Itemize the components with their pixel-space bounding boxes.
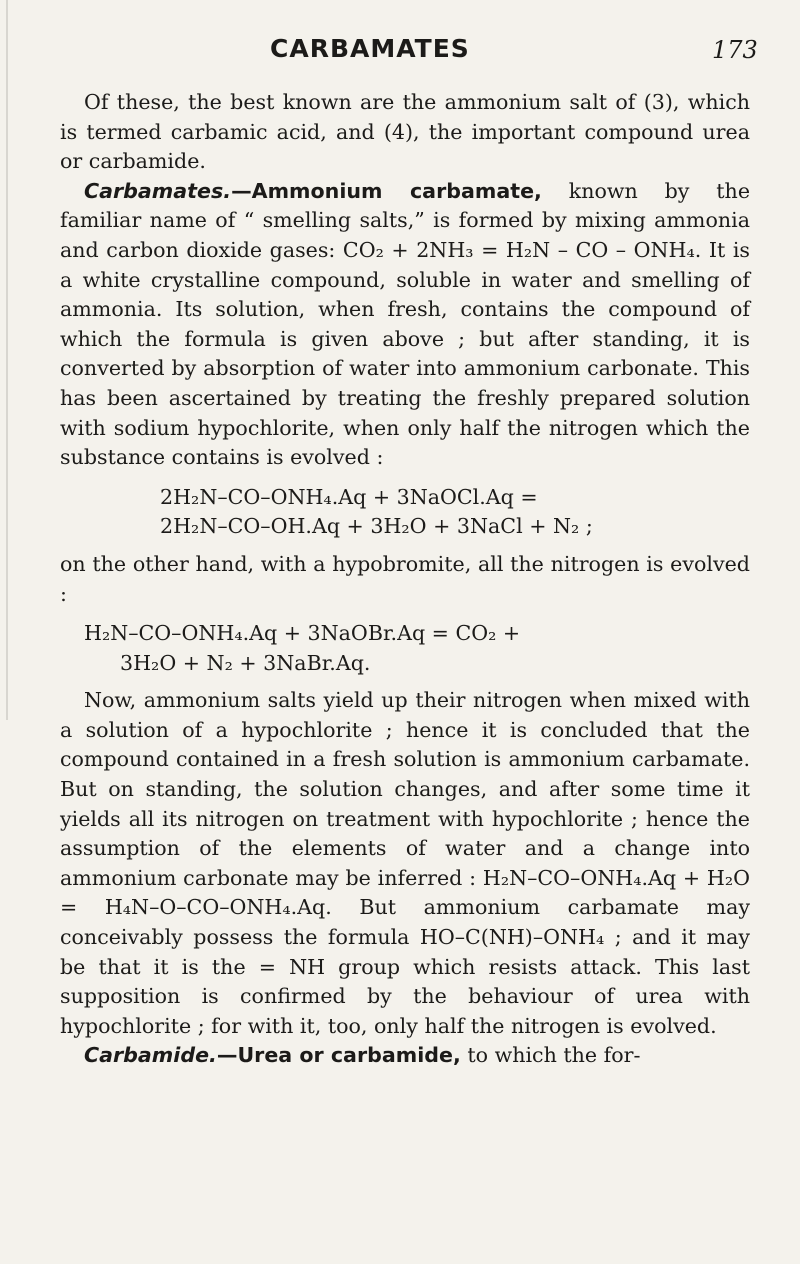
section-heading-carbamide: Carbamide. — [84, 1043, 217, 1068]
body-text — [60, 88, 750, 1071]
page-number: 173 — [712, 36, 758, 64]
equation-line: H₂N–CO–ONH₄.Aq + 3NaOBr.Aq = CO₂ + — [84, 621, 521, 646]
term-urea-carbamide: —Urea or carbamide, — [216, 1043, 461, 1068]
paragraph-carbamide — [60, 1041, 750, 1071]
section-heading-carbamates: Carbamates. — [84, 178, 232, 203]
paragraph-ammonium-salts: Now, ammonium salts yield up their nitrogen when mixed with a solution of a hypochlorite ; hence it is concluded that the compound contained in a fresh solution is ammonium carbamate. But on standing, the solution changes, and after some time it yields all its nitrogen on treatment with hypochlorite ; hence the assumption of the elements of water and a change into ammonium carbonate may be inferred : H₂N–CO–ONH₄.Aq + H₂O = H₄N–O–CO–ONH₄.Aq. But ammonium carbamate may conceivably possess the formula HO–C(NH)–ONH₄ ; and it may be that it is the = NH group which resists attack. This last supposition is confirmed by the behaviour of urea with hypochlorite ; for with it, too, only half the nitrogen is evolved. — [60, 688, 750, 1038]
equation-hypobromite — [60, 619, 750, 678]
paragraph-carbamide-body: to which the for- — [460, 1043, 641, 1068]
paragraph-hypobromite: on the other hand, with a hypobromite, all the nitrogen is evolved : — [60, 551, 750, 606]
page-edge-shadow — [6, 0, 8, 720]
running-head: CARBAMATES — [270, 34, 470, 63]
term-ammonium-carbamate: —Ammonium carbamate, — [231, 178, 542, 203]
equation-line: 2H₂N–CO–OH.Aq + 3H₂O + 3NaCl + N₂ ; — [160, 514, 593, 539]
page-header — [0, 34, 800, 74]
equation-hypochlorite — [60, 483, 750, 542]
equation-line: 3H₂O + N₂ + 3NaBr.Aq. — [120, 650, 371, 675]
paragraph-carbamates — [60, 177, 750, 473]
paragraph-carbamates-body: known by the familiar name of “ smelling salts,” is formed by mixing ammonia and carbon dioxide gases: CO₂ + 2NH₃ = H₂N – CO – ONH₄. It is a white crystalline compound, soluble in water and smelling of ammonia. Its solution, when fresh, contains the compound of which the formula is given above ; but after standing, it is converted by absorption of water into ammonium carbonate. This has been ascertained by treating the freshly prepared solution with sodium hypochlorite, when only half the nitrogen which the substance contains is evolved : — [60, 178, 751, 470]
paragraph-intro: Of these, the best known are the ammonium salt of (3), which is termed carbamic acid, and (4), the important compound urea or carbamide. — [60, 90, 750, 174]
equation-line: 2H₂N–CO–ONH₄.Aq + 3NaOCl.Aq = — [160, 484, 538, 509]
